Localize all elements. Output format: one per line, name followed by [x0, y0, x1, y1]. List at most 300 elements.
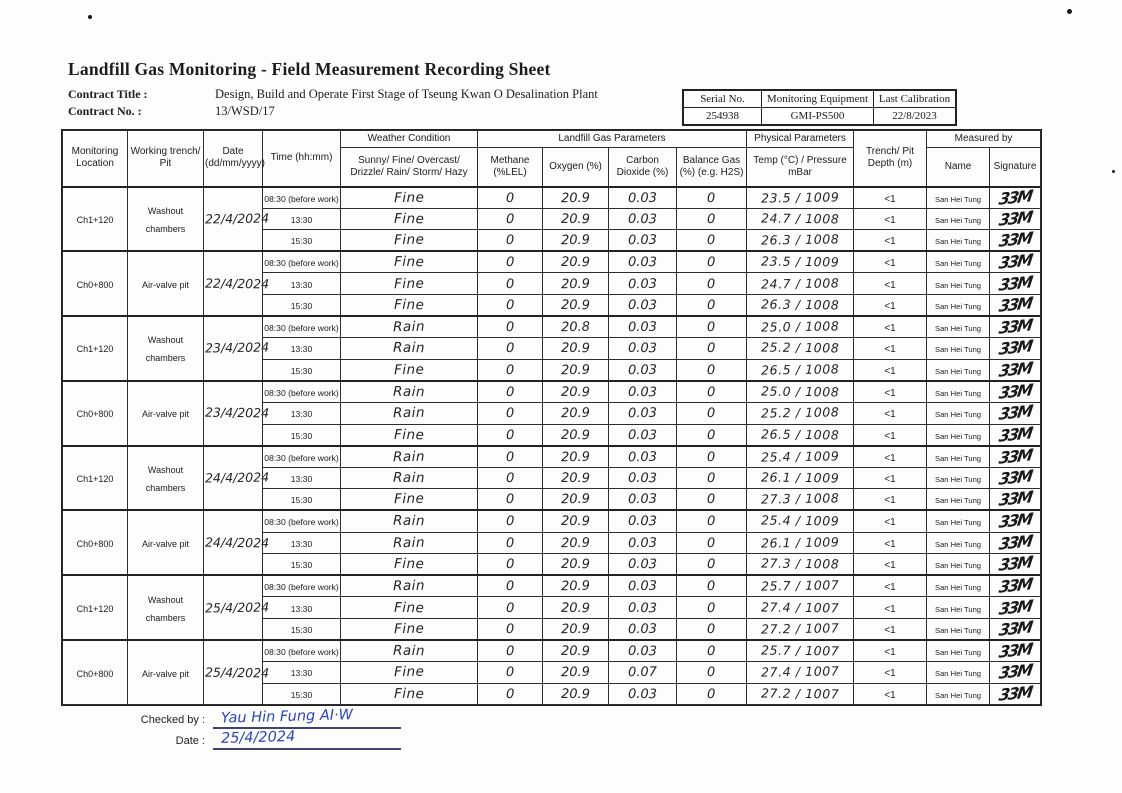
temp-pressure-cell: 27.3 / 1008 [747, 554, 854, 576]
header-co2: Carbon Dioxide (%) [609, 148, 677, 187]
monitoring-location-cell: Ch1+120 [63, 575, 128, 640]
equip-equipment-value: GMI-PS500 [762, 108, 874, 125]
co2-cell: 0.03 [609, 316, 677, 338]
co2-cell: 0.03 [609, 381, 677, 403]
monitoring-location-cell: Ch0+800 [63, 381, 128, 446]
balance-gas-cell: 0 [677, 467, 747, 489]
depth-cell: <1 [854, 273, 927, 295]
balance-gas-cell: 0 [677, 424, 747, 446]
balance-gas-cell: 0 [677, 618, 747, 640]
checked-by-line [213, 708, 401, 729]
depth-cell: <1 [854, 510, 927, 532]
temp-pressure-cell: 26.5 / 1008 [747, 359, 854, 381]
weather-cell: Fine [341, 424, 478, 446]
oxygen-cell: 20.9 [543, 662, 609, 684]
depth-cell: <1 [854, 294, 927, 316]
equip-header-serial: Serial No. [684, 91, 762, 108]
oxygen-cell: 20.9 [543, 446, 609, 468]
co2-cell: 0.03 [609, 424, 677, 446]
name-cell: San Hei Tung [927, 554, 990, 576]
time-cell: 13:30 [263, 532, 341, 554]
depth-cell: <1 [854, 489, 927, 511]
time-cell: 08:30 (before work) [263, 316, 341, 338]
oxygen-cell: 20.9 [543, 230, 609, 252]
methane-cell: 0 [478, 359, 543, 381]
date-cell: 25/4/2024 [204, 575, 263, 640]
temp-pressure-cell: 25.7 / 1007 [747, 640, 854, 662]
reading-row [63, 251, 1041, 273]
temp-pressure-cell: 27.4 / 1007 [747, 662, 854, 684]
temp-pressure-cell: 26.1 / 1009 [747, 532, 854, 554]
co2-cell: 0.03 [609, 640, 677, 662]
name-cell: San Hei Tung [927, 208, 990, 230]
depth-cell: <1 [854, 187, 927, 209]
depth-cell: <1 [854, 359, 927, 381]
time-cell: 13:30 [263, 273, 341, 295]
signature-cell: 33M [990, 662, 1041, 684]
name-cell: San Hei Tung [927, 683, 990, 705]
header-working-trench: Working trench/ Pit [128, 131, 204, 187]
signature-cell: 33M [990, 532, 1041, 554]
balance-gas-cell: 0 [677, 316, 747, 338]
weather-cell: Rain [341, 575, 478, 597]
depth-cell: <1 [854, 618, 927, 640]
oxygen-cell: 20.9 [543, 683, 609, 705]
methane-cell: 0 [478, 294, 543, 316]
time-cell: 08:30 (before work) [263, 381, 341, 403]
balance-gas-cell: 0 [677, 402, 747, 424]
signature-cell: 33M [990, 554, 1041, 576]
methane-cell: 0 [478, 554, 543, 576]
header-monitoring-location: Monitoring Location [63, 131, 128, 187]
time-cell: 15:30 [263, 294, 341, 316]
temp-pressure-cell: 26.5 / 1008 [747, 424, 854, 446]
header-gas-group: Landfill Gas Parameters [478, 131, 747, 148]
methane-cell: 0 [478, 338, 543, 360]
contract-no-value: 13/WSD/17 [215, 104, 275, 118]
balance-gas-cell: 0 [677, 294, 747, 316]
signature-cell: 33M [990, 273, 1041, 295]
time-cell: 13:30 [263, 467, 341, 489]
weather-cell: Rain [341, 640, 478, 662]
methane-cell: 0 [478, 575, 543, 597]
header-signature: Signature [990, 148, 1041, 187]
depth-cell: <1 [854, 554, 927, 576]
methane-cell: 0 [478, 489, 543, 511]
header-name: Name [927, 148, 990, 187]
methane-cell: 0 [478, 662, 543, 684]
methane-cell: 0 [478, 187, 543, 209]
temp-pressure-cell: 25.7 / 1007 [747, 575, 854, 597]
working-trench-cell: Washout chambers [128, 575, 204, 640]
time-cell: 15:30 [263, 554, 341, 576]
depth-cell: <1 [854, 640, 927, 662]
signature-cell: 33M [990, 683, 1041, 705]
co2-cell: 0.03 [609, 359, 677, 381]
temp-pressure-cell: 26.3 / 1008 [747, 230, 854, 252]
signature-cell: 33M [990, 597, 1041, 619]
signature-cell: 33M [990, 208, 1041, 230]
reading-row [63, 575, 1041, 597]
reading-row [63, 446, 1041, 468]
time-cell: 08:30 (before work) [263, 187, 341, 209]
signature-cell: 33M [990, 489, 1041, 511]
weather-cell: Fine [341, 187, 478, 209]
oxygen-cell: 20.9 [543, 640, 609, 662]
methane-cell: 0 [478, 618, 543, 640]
name-cell: San Hei Tung [927, 316, 990, 338]
balance-gas-cell: 0 [677, 575, 747, 597]
weather-cell: Rain [341, 532, 478, 554]
monitoring-location-cell: Ch0+800 [63, 510, 128, 575]
signature-cell: 33M [990, 424, 1041, 446]
time-cell: 08:30 (before work) [263, 251, 341, 273]
methane-cell: 0 [478, 424, 543, 446]
signature-cell: 33M [990, 402, 1041, 424]
balance-gas-cell: 0 [677, 251, 747, 273]
working-trench-cell: Washout chambers [128, 187, 204, 252]
signature-cell: 33M [990, 446, 1041, 468]
page-title: Landfill Gas Monitoring - Field Measurement Recording Sheet [68, 59, 551, 79]
header-physical-group: Physical Parameters [747, 131, 854, 148]
scan-artifact-dot [1067, 9, 1072, 14]
monitoring-location-cell: Ch1+120 [63, 446, 128, 511]
balance-gas-cell: 0 [677, 273, 747, 295]
oxygen-cell: 20.9 [543, 532, 609, 554]
monitoring-location-cell: Ch0+800 [63, 640, 128, 705]
readings-tbody [63, 187, 1041, 705]
weather-cell: Fine [341, 230, 478, 252]
time-cell: 15:30 [263, 424, 341, 446]
depth-cell: <1 [854, 230, 927, 252]
monitoring-location-cell: Ch1+120 [63, 316, 128, 381]
oxygen-cell: 20.9 [543, 294, 609, 316]
contract-title-value: Design, Build and Operate First Stage of Tseung Kwan O Desalination Plant [215, 87, 598, 101]
co2-cell: 0.03 [609, 467, 677, 489]
header-depth: Trench/ Pit Depth (m) [854, 131, 927, 187]
temp-pressure-cell: 24.7 / 1008 [747, 273, 854, 295]
date-cell: 23/4/2024 [204, 381, 263, 446]
weather-cell: Fine [341, 597, 478, 619]
weather-cell: Fine [341, 208, 478, 230]
signature-cell: 33M [990, 294, 1041, 316]
equip-serial-value: 254938 [684, 108, 762, 125]
depth-cell: <1 [854, 402, 927, 424]
balance-gas-cell: 0 [677, 338, 747, 360]
oxygen-cell: 20.8 [543, 316, 609, 338]
depth-cell: <1 [854, 467, 927, 489]
name-cell: San Hei Tung [927, 510, 990, 532]
time-cell: 13:30 [263, 597, 341, 619]
methane-cell: 0 [478, 446, 543, 468]
temp-pressure-cell: 26.3 / 1008 [747, 294, 854, 316]
working-trench-cell: Air-valve pit [128, 251, 204, 316]
balance-gas-cell: 0 [677, 381, 747, 403]
name-cell: San Hei Tung [927, 338, 990, 360]
signature-cell: 33M [990, 640, 1041, 662]
methane-cell: 0 [478, 402, 543, 424]
oxygen-cell: 20.9 [543, 467, 609, 489]
methane-cell: 0 [478, 532, 543, 554]
checked-by-label: Checked by : [140, 714, 205, 726]
weather-cell: Fine [341, 251, 478, 273]
balance-gas-cell: 0 [677, 489, 747, 511]
time-cell: 15:30 [263, 359, 341, 381]
depth-cell: <1 [854, 338, 927, 360]
oxygen-cell: 20.9 [543, 597, 609, 619]
weather-cell: Fine [341, 662, 478, 684]
header-date: Date (dd/mm/yyyy) [204, 131, 263, 187]
working-trench-cell: Washout chambers [128, 446, 204, 511]
monitoring-table [62, 130, 1041, 705]
depth-cell: <1 [854, 251, 927, 273]
name-cell: San Hei Tung [927, 230, 990, 252]
co2-cell: 0.03 [609, 683, 677, 705]
equip-header-equipment: Monitoring Equipment [762, 91, 874, 108]
co2-cell: 0.03 [609, 294, 677, 316]
reading-row [63, 510, 1041, 532]
signature-cell: 33M [990, 510, 1041, 532]
co2-cell: 0.03 [609, 510, 677, 532]
co2-cell: 0.03 [609, 208, 677, 230]
date-cell: 22/4/2024 [204, 251, 263, 316]
oxygen-cell: 20.9 [543, 402, 609, 424]
balance-gas-cell: 0 [677, 554, 747, 576]
date-cell: 23/4/2024 [204, 316, 263, 381]
date-cell: 22/4/2024 [204, 187, 263, 252]
temp-pressure-cell: 24.7 / 1008 [747, 208, 854, 230]
depth-cell: <1 [854, 683, 927, 705]
name-cell: San Hei Tung [927, 424, 990, 446]
header-balance: Balance Gas (%) (e.g. H2S) [677, 148, 747, 187]
header-time: Time (hh:mm) [263, 131, 341, 187]
balance-gas-cell: 0 [677, 683, 747, 705]
time-cell: 13:30 [263, 402, 341, 424]
balance-gas-cell: 0 [677, 187, 747, 209]
footer-date-value: 25/4/2024 [220, 728, 296, 747]
balance-gas-cell: 0 [677, 208, 747, 230]
signature-cell: 33M [990, 230, 1041, 252]
footer-date-line [213, 729, 401, 750]
co2-cell: 0.03 [609, 597, 677, 619]
working-trench-cell: Air-valve pit [128, 510, 204, 575]
time-cell: 15:30 [263, 230, 341, 252]
weather-cell: Fine [341, 359, 478, 381]
balance-gas-cell: 0 [677, 532, 747, 554]
header-temp-pressure: Temp (°C) / Pressure mBar [747, 148, 854, 187]
methane-cell: 0 [478, 208, 543, 230]
co2-cell: 0.03 [609, 489, 677, 511]
methane-cell: 0 [478, 230, 543, 252]
name-cell: San Hei Tung [927, 597, 990, 619]
weather-cell: Rain [341, 338, 478, 360]
temp-pressure-cell: 27.3 / 1008 [747, 489, 854, 511]
footer [100, 708, 401, 750]
reading-row [63, 187, 1041, 209]
name-cell: San Hei Tung [927, 273, 990, 295]
contract-no-label: Contract No. : [68, 104, 142, 118]
contract-info [68, 87, 598, 121]
oxygen-cell: 20.9 [543, 489, 609, 511]
time-cell: 15:30 [263, 683, 341, 705]
co2-cell: 0.03 [609, 251, 677, 273]
depth-cell: <1 [854, 662, 927, 684]
temp-pressure-cell: 27.2 / 1007 [747, 618, 854, 640]
name-cell: San Hei Tung [927, 381, 990, 403]
oxygen-cell: 20.9 [543, 359, 609, 381]
equipment-info-table [683, 90, 956, 125]
time-cell: 13:30 [263, 338, 341, 360]
name-cell: San Hei Tung [927, 251, 990, 273]
header-oxygen: Oxygen (%) [543, 148, 609, 187]
weather-cell: Rain [341, 446, 478, 468]
header-weather-sub: Sunny/ Fine/ Overcast/ Drizzle/ Rain/ Storm/ Hazy [341, 148, 478, 187]
name-cell: San Hei Tung [927, 402, 990, 424]
reading-row [63, 640, 1041, 662]
weather-cell: Fine [341, 294, 478, 316]
contract-title-label: Contract Title : [68, 87, 148, 101]
balance-gas-cell: 0 [677, 640, 747, 662]
signature-cell: 33M [990, 316, 1041, 338]
temp-pressure-cell: 26.1 / 1009 [747, 467, 854, 489]
balance-gas-cell: 0 [677, 597, 747, 619]
weather-cell: Rain [341, 316, 478, 338]
temp-pressure-cell: 25.0 / 1008 [747, 381, 854, 403]
co2-cell: 0.03 [609, 446, 677, 468]
time-cell: 13:30 [263, 208, 341, 230]
co2-cell: 0.03 [609, 402, 677, 424]
name-cell: San Hei Tung [927, 187, 990, 209]
temp-pressure-cell: 23.5 / 1009 [747, 251, 854, 273]
oxygen-cell: 20.9 [543, 424, 609, 446]
weather-cell: Rain [341, 467, 478, 489]
co2-cell: 0.03 [609, 338, 677, 360]
name-cell: San Hei Tung [927, 640, 990, 662]
depth-cell: <1 [854, 597, 927, 619]
co2-cell: 0.07 [609, 662, 677, 684]
oxygen-cell: 20.9 [543, 510, 609, 532]
temp-pressure-cell: 27.4 / 1007 [747, 597, 854, 619]
co2-cell: 0.03 [609, 230, 677, 252]
name-cell: San Hei Tung [927, 446, 990, 468]
co2-cell: 0.03 [609, 554, 677, 576]
signature-cell: 33M [990, 381, 1041, 403]
depth-cell: <1 [854, 575, 927, 597]
depth-cell: <1 [854, 446, 927, 468]
balance-gas-cell: 0 [677, 662, 747, 684]
oxygen-cell: 20.9 [543, 381, 609, 403]
oxygen-cell: 20.9 [543, 554, 609, 576]
scan-artifact-dot [88, 15, 92, 19]
table-header [63, 131, 1041, 187]
weather-cell: Rain [341, 402, 478, 424]
reading-row [63, 381, 1041, 403]
co2-cell: 0.03 [609, 618, 677, 640]
weather-cell: Fine [341, 489, 478, 511]
time-cell: 08:30 (before work) [263, 640, 341, 662]
depth-cell: <1 [854, 532, 927, 554]
signature-cell: 33M [990, 618, 1041, 640]
co2-cell: 0.03 [609, 273, 677, 295]
name-cell: San Hei Tung [927, 662, 990, 684]
weather-cell: Fine [341, 618, 478, 640]
equip-header-calibration: Last Calibration [874, 91, 956, 108]
monitoring-location-cell: Ch1+120 [63, 187, 128, 252]
signature-cell: 33M [990, 359, 1041, 381]
name-cell: San Hei Tung [927, 467, 990, 489]
methane-cell: 0 [478, 273, 543, 295]
equip-calibration-value: 22/8/2023 [874, 108, 956, 125]
date-cell: 24/4/2024 [204, 446, 263, 511]
depth-cell: <1 [854, 316, 927, 338]
name-cell: San Hei Tung [927, 359, 990, 381]
balance-gas-cell: 0 [677, 230, 747, 252]
working-trench-cell: Air-valve pit [128, 381, 204, 446]
temp-pressure-cell: 27.2 / 1007 [747, 683, 854, 705]
methane-cell: 0 [478, 381, 543, 403]
date-cell: 24/4/2024 [204, 510, 263, 575]
oxygen-cell: 20.9 [543, 208, 609, 230]
checked-by-signature: Yau Hin Fung AI·W [220, 707, 354, 727]
time-cell: 13:30 [263, 662, 341, 684]
methane-cell: 0 [478, 640, 543, 662]
weather-cell: Fine [341, 683, 478, 705]
header-measured-group: Measured by [927, 131, 1041, 148]
time-cell: 15:30 [263, 618, 341, 640]
temp-pressure-cell: 25.4 / 1009 [747, 510, 854, 532]
co2-cell: 0.03 [609, 532, 677, 554]
signature-cell: 33M [990, 251, 1041, 273]
methane-cell: 0 [478, 597, 543, 619]
oxygen-cell: 20.9 [543, 187, 609, 209]
working-trench-cell: Air-valve pit [128, 640, 204, 705]
name-cell: San Hei Tung [927, 294, 990, 316]
temp-pressure-cell: 25.0 / 1008 [747, 316, 854, 338]
balance-gas-cell: 0 [677, 359, 747, 381]
temp-pressure-cell: 23.5 / 1009 [747, 187, 854, 209]
reading-row [63, 316, 1041, 338]
time-cell: 08:30 (before work) [263, 575, 341, 597]
oxygen-cell: 20.9 [543, 251, 609, 273]
oxygen-cell: 20.9 [543, 338, 609, 360]
weather-cell: Rain [341, 510, 478, 532]
signature-cell: 33M [990, 187, 1041, 209]
weather-cell: Rain [341, 381, 478, 403]
balance-gas-cell: 0 [677, 510, 747, 532]
co2-cell: 0.03 [609, 187, 677, 209]
name-cell: San Hei Tung [927, 489, 990, 511]
methane-cell: 0 [478, 510, 543, 532]
name-cell: San Hei Tung [927, 618, 990, 640]
weather-cell: Fine [341, 554, 478, 576]
depth-cell: <1 [854, 424, 927, 446]
scan-artifact-dot [1112, 170, 1115, 173]
footer-date-label: Date : [175, 735, 205, 747]
depth-cell: <1 [854, 381, 927, 403]
monitoring-location-cell: Ch0+800 [63, 251, 128, 316]
methane-cell: 0 [478, 467, 543, 489]
depth-cell: <1 [854, 208, 927, 230]
working-trench-cell: Washout chambers [128, 316, 204, 381]
methane-cell: 0 [478, 683, 543, 705]
temp-pressure-cell: 25.4 / 1009 [747, 446, 854, 468]
name-cell: San Hei Tung [927, 575, 990, 597]
name-cell: San Hei Tung [927, 532, 990, 554]
weather-cell: Fine [341, 273, 478, 295]
oxygen-cell: 20.9 [543, 575, 609, 597]
signature-cell: 33M [990, 338, 1041, 360]
header-weather-group: Weather Condition [341, 131, 478, 148]
